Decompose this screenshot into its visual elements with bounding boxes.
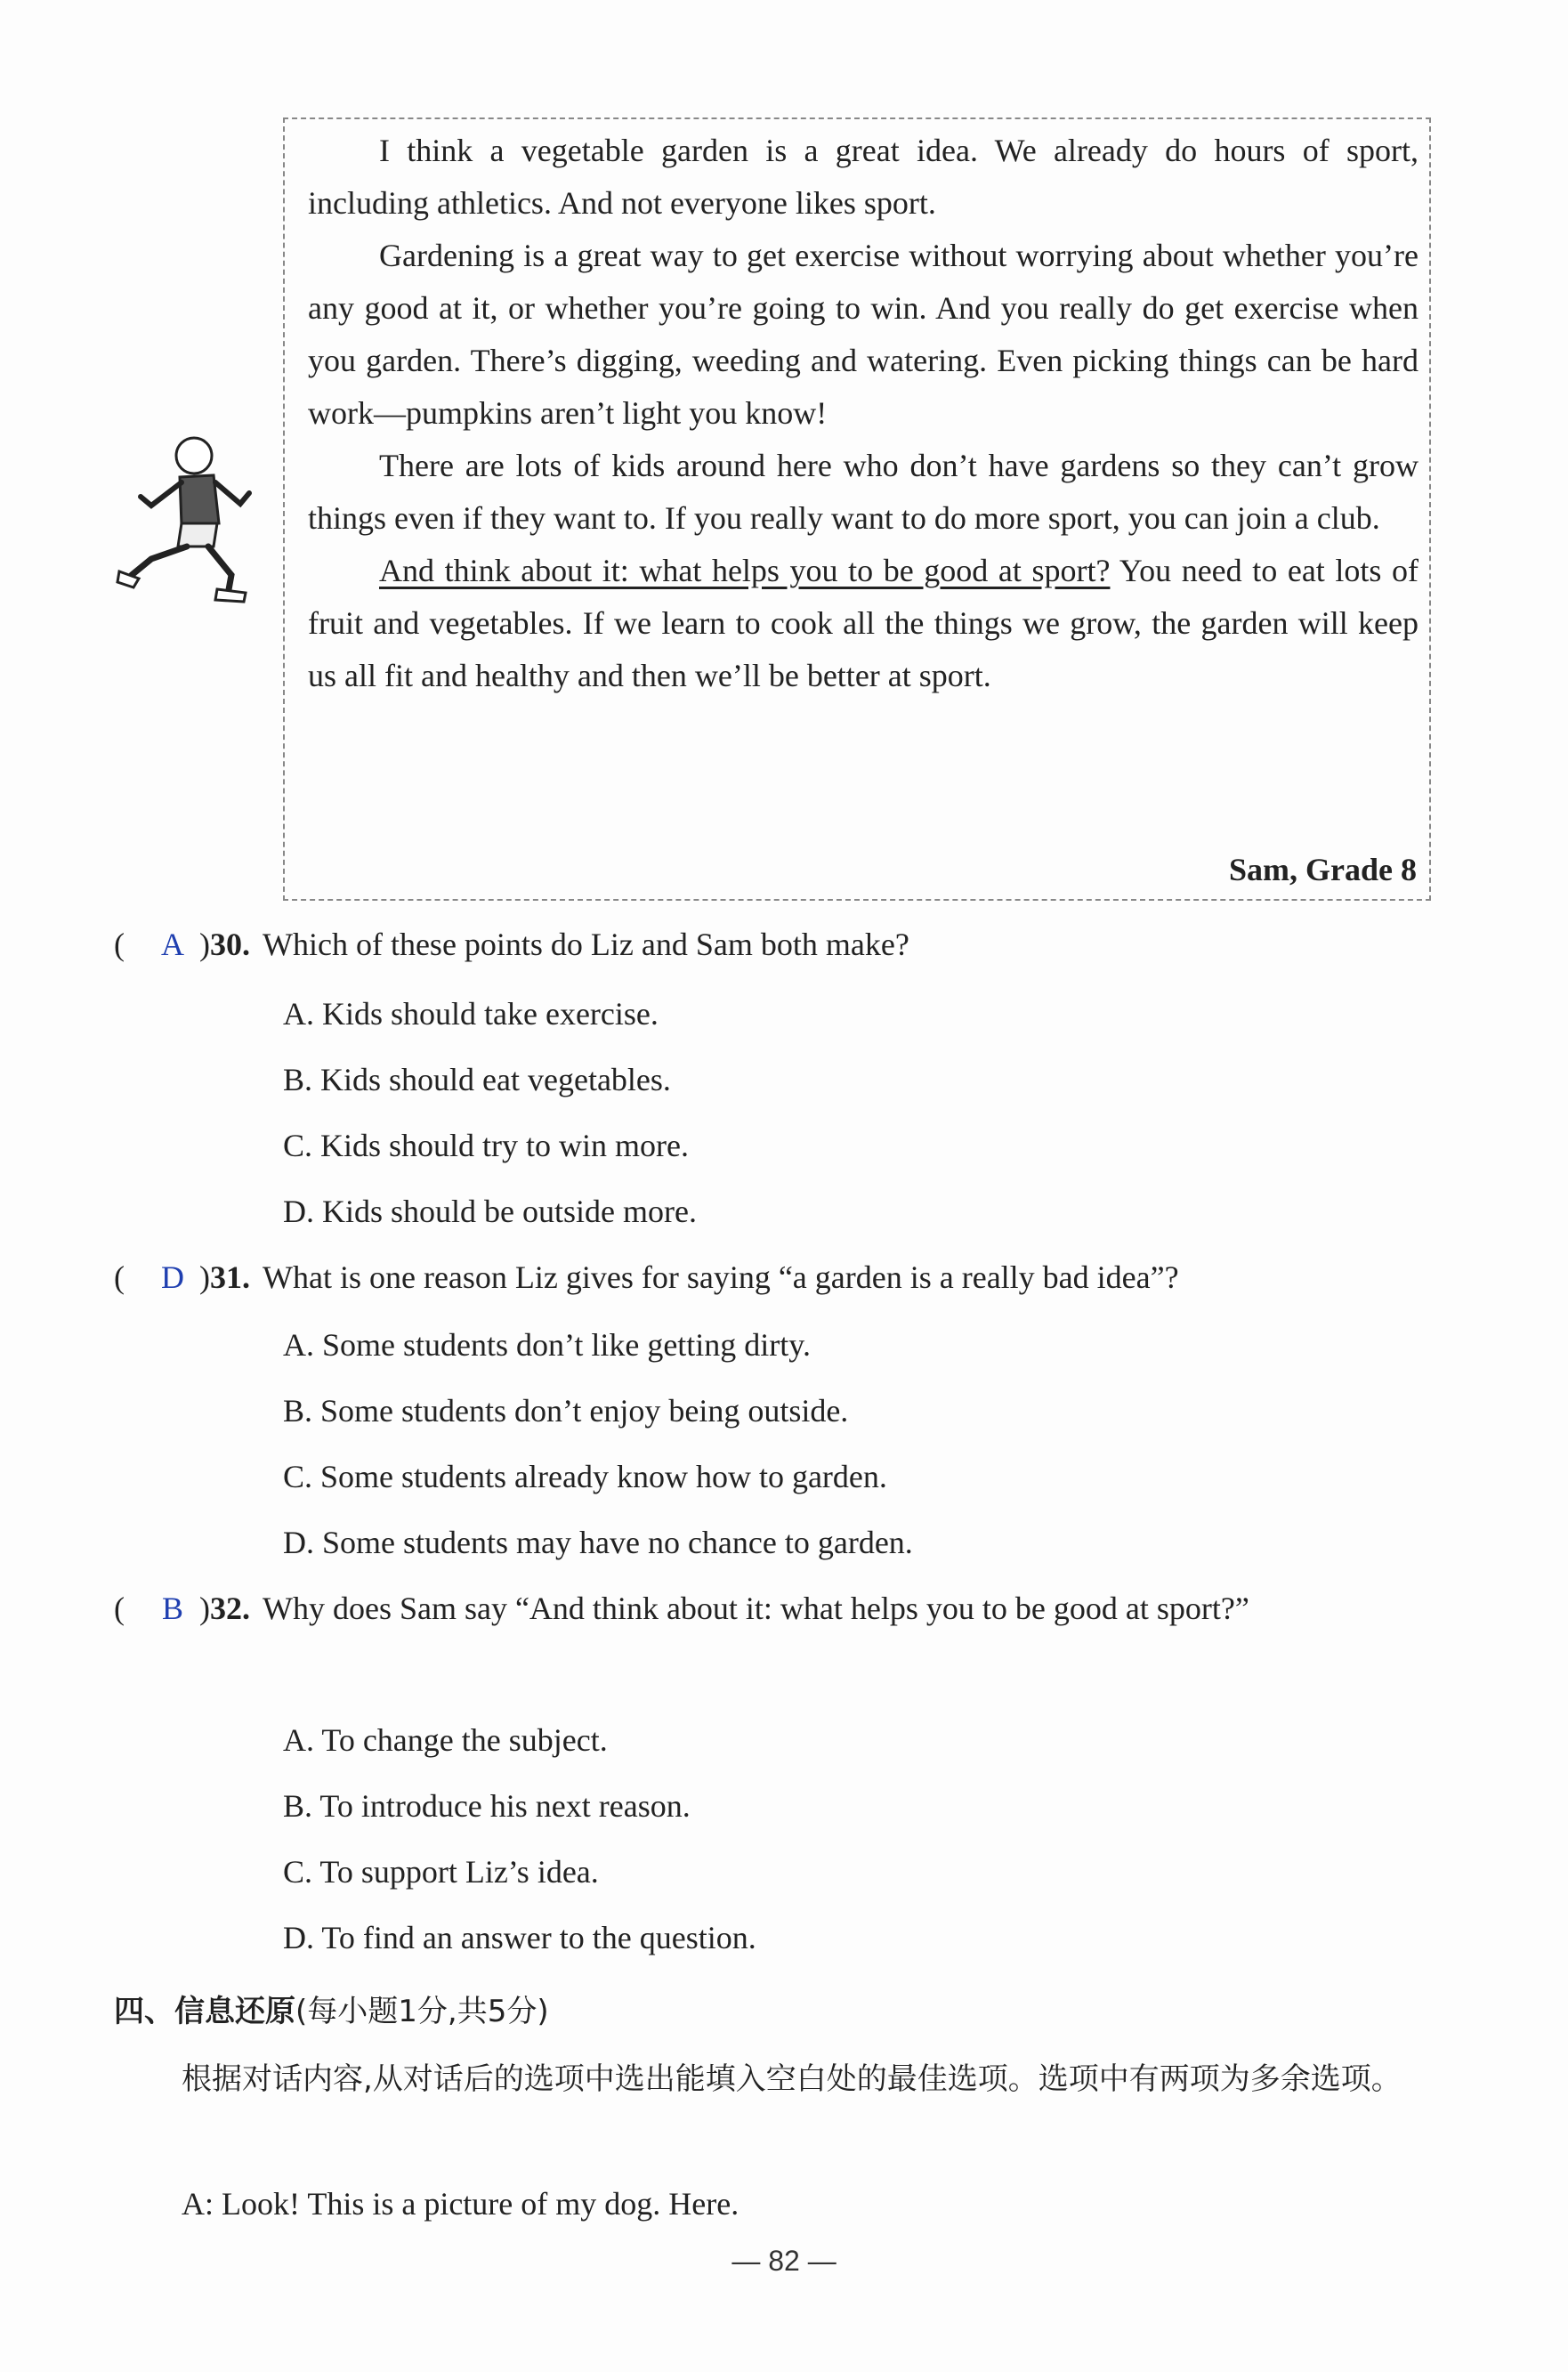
answer-mark: B: [161, 1591, 183, 1626]
section-instruction: 根据对话内容,从对话后的选项中选出能填入空白处的最佳选项。选项中有两项为多余选项。: [182, 2061, 1402, 2097]
running-boy-illustration: [116, 425, 258, 603]
option: D. To find an answer to the question.: [283, 1920, 756, 1955]
option: D. Some students may have no chance to garden.: [283, 1525, 913, 1560]
passage-box: [283, 117, 1431, 901]
section-title: [114, 1987, 549, 2030]
underlined-sentence: And think about it: what helps you to be good at sport?: [379, 553, 1111, 588]
passage-paragraph: There are lots of kids around here who don’t have gardens so they can’t grow things even if they want to. If you really want to do more sport, you can join a club.: [308, 448, 1418, 536]
option: A. To change the subject.: [283, 1722, 608, 1758]
signature: Sam, Grade 8: [1229, 852, 1417, 887]
paren-open: (: [114, 1591, 125, 1626]
question-number: 30.: [210, 927, 250, 962]
question-number: 32.: [210, 1591, 250, 1626]
option: C. To support Liz’s idea.: [283, 1854, 599, 1890]
answer-mark: D: [161, 1259, 184, 1295]
option: A. Kids should take exercise.: [283, 996, 659, 1032]
question-text: Which of these points do Liz and Sam both make?: [263, 927, 909, 962]
passage-paragraph: I think a vegetable garden is a great idea. We already do hours of sport, including athletics. And not everyone likes sport.: [308, 133, 1418, 221]
question-text: Why does Sam say “And think about it: what helps you to be good at sport?”: [263, 1591, 1249, 1626]
paren-close: ): [199, 1591, 210, 1626]
option: C. Kids should try to win more.: [283, 1128, 689, 1163]
option: C. Some students already know how to garden.: [283, 1459, 887, 1494]
paren-open: (: [114, 1259, 125, 1295]
section-heading: 四、信息还原: [114, 1994, 295, 2029]
question-text: What is one reason Liz gives for saying “a garden is a really bad idea”?: [263, 1259, 1179, 1295]
passage-paragraph: Gardening is a great way to get exercise without worrying about whether you’re any good at it, or whether you’re going to win. And you really do get exercise when you garden. There’s digging, weeding and watering. Even picking things can be hard work—pumpkins aren’t light you know!: [308, 238, 1418, 431]
paren-close: ): [199, 1259, 210, 1295]
paren-open: (: [114, 927, 125, 962]
question-30: [114, 926, 1440, 963]
option: B. Kids should eat vegetables.: [283, 1062, 671, 1097]
passage-paragraph: [308, 545, 1418, 702]
section-points: (每小题1分,共5分): [295, 1994, 549, 2029]
question-number: 31.: [210, 1259, 250, 1295]
question-32: [114, 1590, 1440, 1641]
option: B. Some students don’t enjoy being outside.: [283, 1393, 849, 1429]
dialog-line: A: Look! This is a picture of my dog. Here.: [182, 2186, 740, 2222]
paragraph-rest: You need to eat lots of fruit and vegetables. If we learn to cook all the things we grow, the garden will keep us all fit and healthy and then we’ll be better at sport.: [308, 553, 1418, 693]
page-number: — 82 —: [731, 2245, 837, 2277]
paren-close: ): [199, 927, 210, 962]
answer-mark: A: [161, 927, 184, 962]
option: A. Some students don’t like getting dirty.: [283, 1327, 811, 1363]
option: B. To introduce his next reason.: [283, 1788, 691, 1824]
option: D. Kids should be outside more.: [283, 1194, 697, 1229]
question-31: [114, 1259, 1440, 1296]
